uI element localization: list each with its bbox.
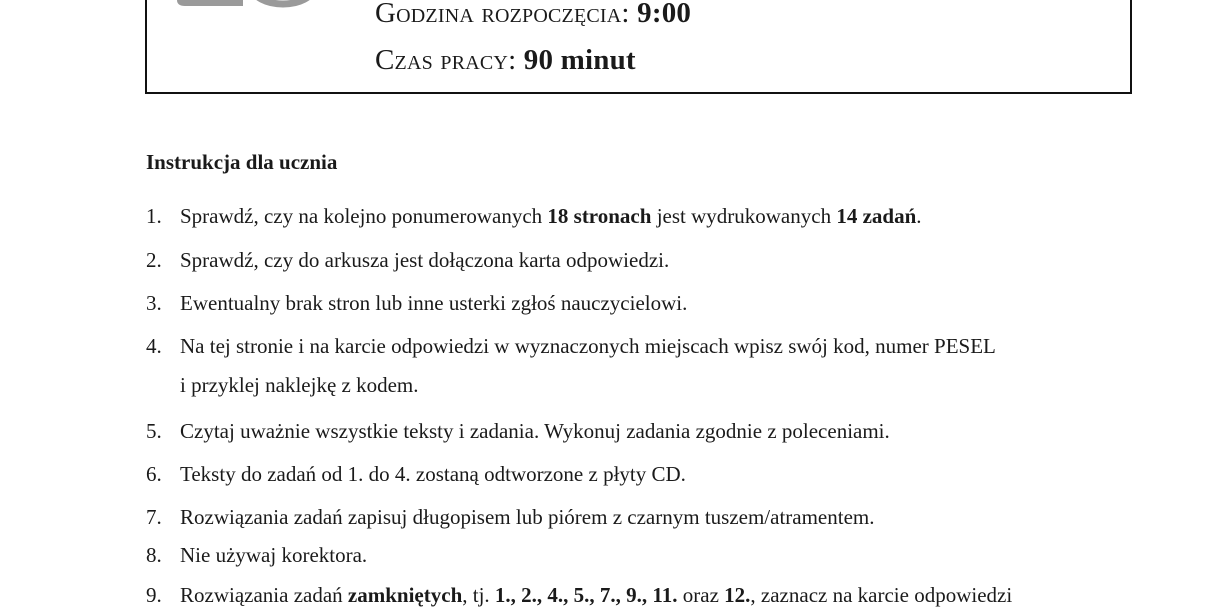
- duration-line: [375, 44, 636, 77]
- list-item: 9. Rozwiązania zadań zamkniętych, tj. 1., 2., 4., 5., 7., 9., 11. oraz 12., zaznacz na karcie odpowiedzi: [146, 583, 1013, 607]
- start-time-label: Godzina rozpoczęcia:: [375, 0, 630, 29]
- duration-value: 90 minut: [523, 44, 636, 76]
- exam-logo-icon: [173, 0, 333, 10]
- list-item: 1. Sprawdź, czy na kolejno ponumerowanych 18 stronach jest wydrukowanych 14 zadań.: [146, 204, 922, 228]
- start-time-line: [375, 0, 691, 30]
- list-item: 7. Rozwiązania zadań zapisuj długopisem lub piórem z czarnym tuszem/atramentem.: [146, 505, 875, 529]
- list-item: 2. Sprawdź, czy do arkusza jest dołączona karta odpowiedzi.: [146, 248, 670, 272]
- start-time-value: 9:00: [637, 0, 692, 29]
- duration-label: Czas pracy:: [375, 44, 517, 76]
- list-item: 3. Ewentualny brak stron lub inne usterki zgłoś nauczycielowi.: [146, 291, 688, 315]
- list-item-continuation: i przyklej naklejkę z kodem.: [180, 373, 419, 397]
- list-item: 8. Nie używaj korektora.: [146, 543, 368, 567]
- instructions-title: Instrukcja dla ucznia: [146, 150, 338, 174]
- list-item: 5. Czytaj uważnie wszystkie teksty i zadania. Wykonuj zadania zgodnie z poleceniami.: [146, 419, 890, 443]
- exam-info-box: [145, 0, 1132, 94]
- list-item: 4. Na tej stronie i na karcie odpowiedzi w wyznaczonych miejscach wpisz swój kod, numer PESEL: [146, 334, 996, 358]
- list-item: 6. Teksty do zadań od 1. do 4. zostaną odtworzone z płyty CD.: [146, 462, 686, 486]
